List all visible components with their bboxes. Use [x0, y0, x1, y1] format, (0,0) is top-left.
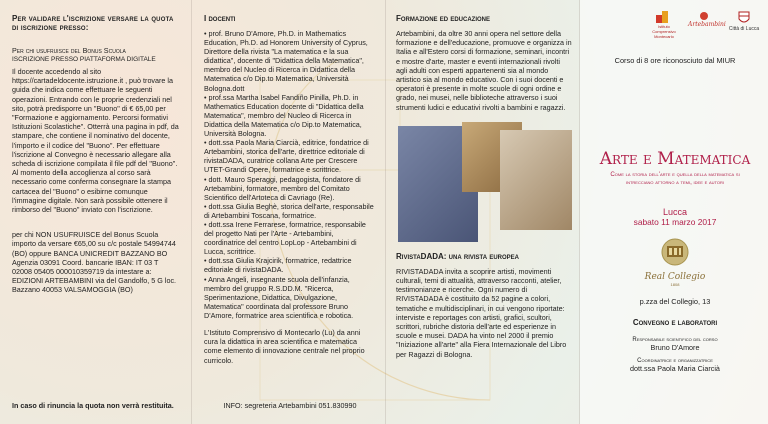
info-line: INFO: segreteria Artebambini 051.830990: [223, 400, 357, 410]
docente-item: • prof.ssa Martha Isabel Fandiño Pinilla, Ph.D. in Mathematics Education docente di "Didattica della Matematica", membro del Nucleo di Ricerca in Didattica della Matematica c/o Dip.to Matematica, Università Bologna.: [204, 92, 364, 139]
school-logo: Istituto Comprensivo Montecarlo: [648, 11, 680, 31]
real-collegio-logo: [590, 237, 760, 287]
formazione-title: Formazione ed educazione: [396, 14, 490, 23]
docente-item: • dott.ssa Giulia Beghè, storica dell'arte, responsabile di Artebambini Toscana, formatrice.: [204, 201, 374, 220]
docente-item: • dott.ssa Giulia Krajcirik, formatrice, redattrice editoriale di rivistaDADA.: [204, 256, 352, 275]
main-title: Arte e Matematica: [599, 149, 751, 169]
column-cover: [580, 0, 768, 424]
docente-item: • dott.ssa Paola Maria Ciarcià, editrice, fondatrice di Artebambini, storica dell'arte, direttrice editoriale di rivistaDADA, curatrice collana Arte per Crescere UTET-Grandi Opere, formatrice e scrittrice.: [204, 138, 369, 175]
resp-name: Bruno D'Amore: [650, 343, 700, 352]
docente-item: • dott.ssa Irene Ferrarese, formatrice, responsabile del progetto Nati per l'Arte - Artebambini, coordinatrice del centro LopLop - Artebambini di Lucca, scrittrice.: [204, 219, 366, 257]
docente-item: • prof. Bruno D'Amore, Ph.D. in Mathematics Education, Ph.D. ad Honorem University of Cyprus, Direttore della rivista "La matematica e la sua didattica", docente di "Didattica della Matematica", membro del Nucleo di Ricerca in Didattica della Matematica c/o Dip.to Matematica, Università Bologna.dott: [204, 29, 368, 93]
bonus-text: Il docente accedendo al sito https://cartadeldocente.istruzione.it , può trovare la guida che indica come effettuare le seguenti operazioni. Entrando con le proprie credenziali nel sito, potrà predisporre un "Buono" di € 65,00 per "Formazione e aggiornamento. Percorsi formativi Istituzioni Scolastiche". Otterrà una pagina in pdf, da stampare, che contiene il nominativo del docente, l'importo e il codice del "Buono". Per effettuare l'iscrizione al Convegno è necessario allegare alla scheda di iscrizione compilata il file pdf del "Buono". Al momento della accoglienza al corso sarà necessario come conferma consegnare la stampa cartacea del "Buono" o esibirne comunque l'immagine digitale. Non sarà possibile ottenere il rimborso del "Buono" inviato con l'iscrizione.: [12, 67, 179, 215]
payment-text: per chi NON USUFRUISCE del Bonus Scuola importo da versare €65,00 su c/c postale 54994744 (BO) oppure BANCA UNICREDIT BAZZANO BO Agenzia 03091 Coord. bancarie IBAN: IT 03 T 02008 05405 000010359719 da intestare a: EDIZIONI ARTEBAMBINI via del Gandolfo, 5 G loc. Bazzano 40053 VALSAMOGGIA (BO): [12, 230, 177, 295]
payment-box: [12, 230, 180, 294]
column-registration: [0, 0, 190, 424]
column-docenti: [192, 0, 384, 424]
coord-label: Coordinatrice e organizzatrice: [637, 358, 713, 364]
event-city: Lucca: [662, 207, 688, 217]
event-date: sabato 11 marzo 2017: [633, 217, 717, 227]
bonus-box: [12, 46, 180, 214]
school-note: L'Istituto Comprensivo di Montecarlo (Lu) da anni cura la didattica in area scientifica e matematica come elemento di innovazione centrale nel proprio curricolo.: [204, 328, 365, 365]
bonus-subtitle: ISCRIZIONE PRESSO PIATTAFORMA DIGITALE: [12, 56, 156, 63]
bonus-title: Per chi usufruisce del Bonus Scuola: [12, 46, 126, 55]
artebambini-logo-icon: [697, 11, 711, 21]
docente-item: • dott. Mauro Speraggi, pedagogista, fondatore di Artebambini, formatore, membro del Comitato Scientifico dell'Artoteca di Cavriago (Re).: [204, 174, 361, 202]
column-artebambini: [386, 0, 578, 424]
school-logo-icon: [656, 11, 672, 23]
real-collegio-emblem-icon: [658, 237, 692, 267]
real-collegio-year: 1808: [670, 282, 680, 287]
venue-address: p.zza del Collegio, 13: [639, 297, 711, 306]
real-collegio-name: Real Collegio: [644, 272, 706, 282]
refund-note: In caso di rinuncia la quota non verrà restituita.: [12, 401, 174, 410]
magazine-page-image: [500, 130, 572, 230]
main-subtitle: Come la storia dell'arte e quella della matematica si intrecciano attorno a temi, idee e autori: [610, 171, 740, 186]
rivista-title: RivistaDADA: una rivista europea: [396, 251, 520, 261]
lucca-crest: Città di Lucca: [728, 11, 760, 31]
artebambini-logo: Artebambini: [688, 11, 720, 31]
resp-label: Responsabile scientifico del corso: [632, 337, 718, 343]
rivista-text: RIVISTADADA invita a scoprire artisti, movimenti culturali, temi di attualità, attraverso racconti, atelier, testimonianze e ricerche. Ogni numero di RIVISTADADA è costituito da 52 pagine a colori, tematiche e multidisciplinari, in cui vengono riportate: interviste e reportages con artisti, grafici, scultori, scrittori, rubriche distoria dell'arte ed esperienze in scuole e musei. DADA ha vinto nel 2000 il premio "Iniziazione all'arte" alla Fiera Internazionale del Libro per Ragazzi di Bologna.: [396, 266, 567, 359]
course-recognition: Corso di 8 ore riconosciuto dal MIUR: [614, 56, 736, 65]
lucca-crest-icon: [738, 11, 750, 25]
docenti-title: I docenti: [204, 14, 236, 23]
docente-item: • Anna Angeli, insegnante scuola dell'infanzia, membro del gruppo R.S.DD.M. "Ricerca, Sperimentazione, Didattica, Divulgazione, Matematica" coordinata dal professore Bruno D'Amore, formatrice area scientifica e robotica.: [204, 274, 354, 320]
event-type: Convegno e laboratori: [632, 318, 718, 327]
logos-row: [590, 8, 760, 39]
docenti-list: [204, 29, 376, 320]
formazione-text: Artebambini, da oltre 30 anni opera nel settore della formazione e dell'educazione, promuove e organizza in Italia e all'Estero corsi di formazione, seminari, incontri e mostre d'arte, master e eventi internazionali rivolti agli adulti con esperti appartenenti sia al mondo artistico sia al mondo educativo. Con i suoi docenti e operatori è presente in molte scuole di ogni ordine e grado, nei musei, nelle biblioteche attraverso i suoi strumenti ludici e educativi rivolti a bambini e ragazzi.: [396, 29, 572, 112]
registration-title: Per validare l'iscrizione versare la quota di iscrizione presso:: [12, 14, 174, 32]
coord-name: dott.ssa Paola Maria Ciarcià: [630, 364, 720, 373]
magazine-photos: [396, 120, 572, 248]
